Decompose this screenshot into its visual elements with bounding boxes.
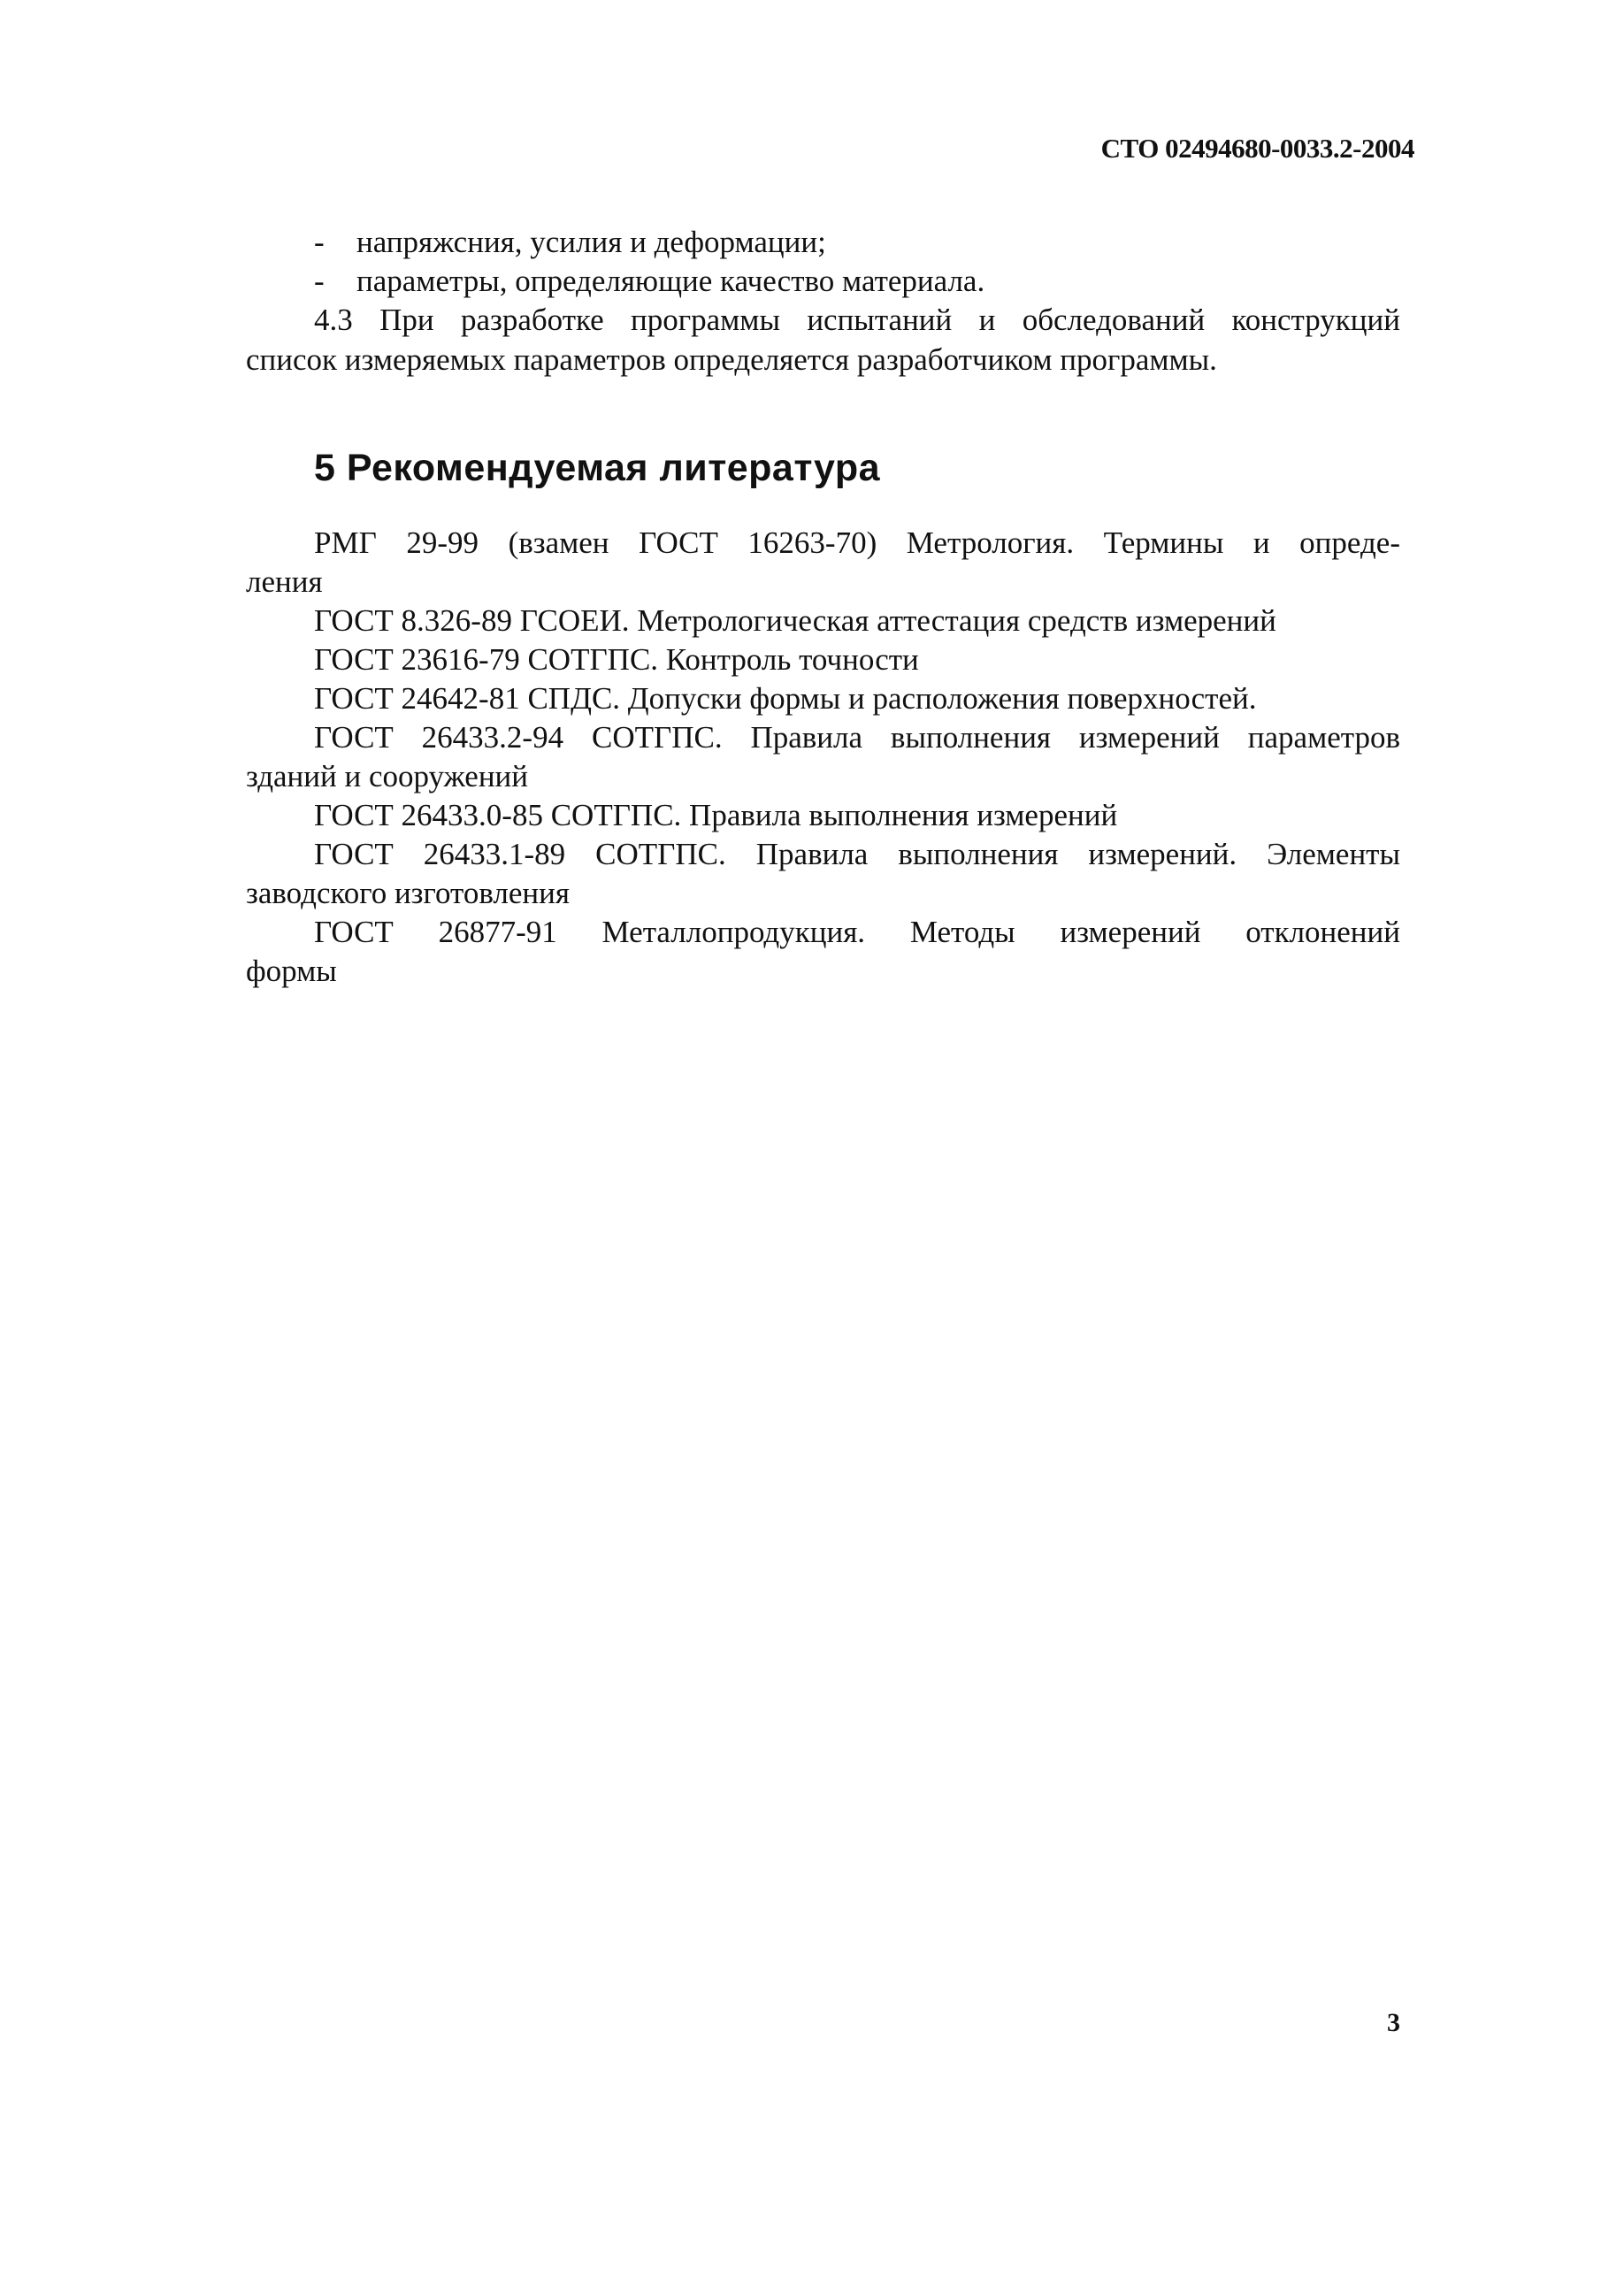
clause-4-3-line-2: список измеряемых параметров определяется разработчиком программы. [246, 342, 1217, 377]
reference-item-1-line-2: ления [246, 564, 323, 599]
reference-item-5-line-2: зданий и сооружений [246, 759, 529, 793]
list-item [314, 223, 826, 262]
list-item [314, 262, 984, 301]
clause-4-3-line-1: 4.3 При разработке программы испытаний и обследований конструкций [314, 303, 1400, 337]
reference-item-2: ГОСТ 8.326-89 ГСОЕИ. Метрологическая аттестация средств измерений [314, 603, 1276, 638]
list-item-text: напряжсния, усилия и деформации; [356, 225, 826, 259]
reference-item-3: ГОСТ 23616-79 СОТГПС. Контроль точности [314, 642, 919, 677]
reference-item-7-line-2: заводского изготовления [246, 876, 570, 910]
reference-item-8-line-2: формы [246, 954, 337, 988]
list-marker: - [314, 225, 325, 259]
reference-item-5-line-1: ГОСТ 26433.2-94 СОТГПС. Правила выполнения измерений параметров [314, 720, 1400, 755]
document-code: СТО 02494680-0033.2-2004 [1100, 133, 1414, 164]
reference-item-1-line-1: РМГ 29-99 (взамен ГОСТ 16263-70) Метрология. Термины и опреде- [314, 525, 1400, 560]
list-item-text: параметры, определяющие качество материала. [356, 264, 985, 298]
reference-item-7-line-1: ГОСТ 26433.1-89 СОТГПС. Правила выполнения измерений. Элементы [314, 837, 1400, 871]
reference-item-4: ГОСТ 24642-81 СПДС. Допуски формы и расположения поверхностей. [314, 681, 1257, 716]
reference-item-6: ГОСТ 26433.0-85 СОТГПС. Правила выполнения измерений [314, 798, 1118, 832]
reference-item-8-line-1: ГОСТ 26877-91 Металлопродукция. Методы измерений отклонений [314, 915, 1400, 949]
section-title: 5 Рекомендуемая литература [314, 447, 881, 489]
page-number: 3 [1387, 2008, 1400, 2037]
list-marker: - [314, 264, 325, 298]
